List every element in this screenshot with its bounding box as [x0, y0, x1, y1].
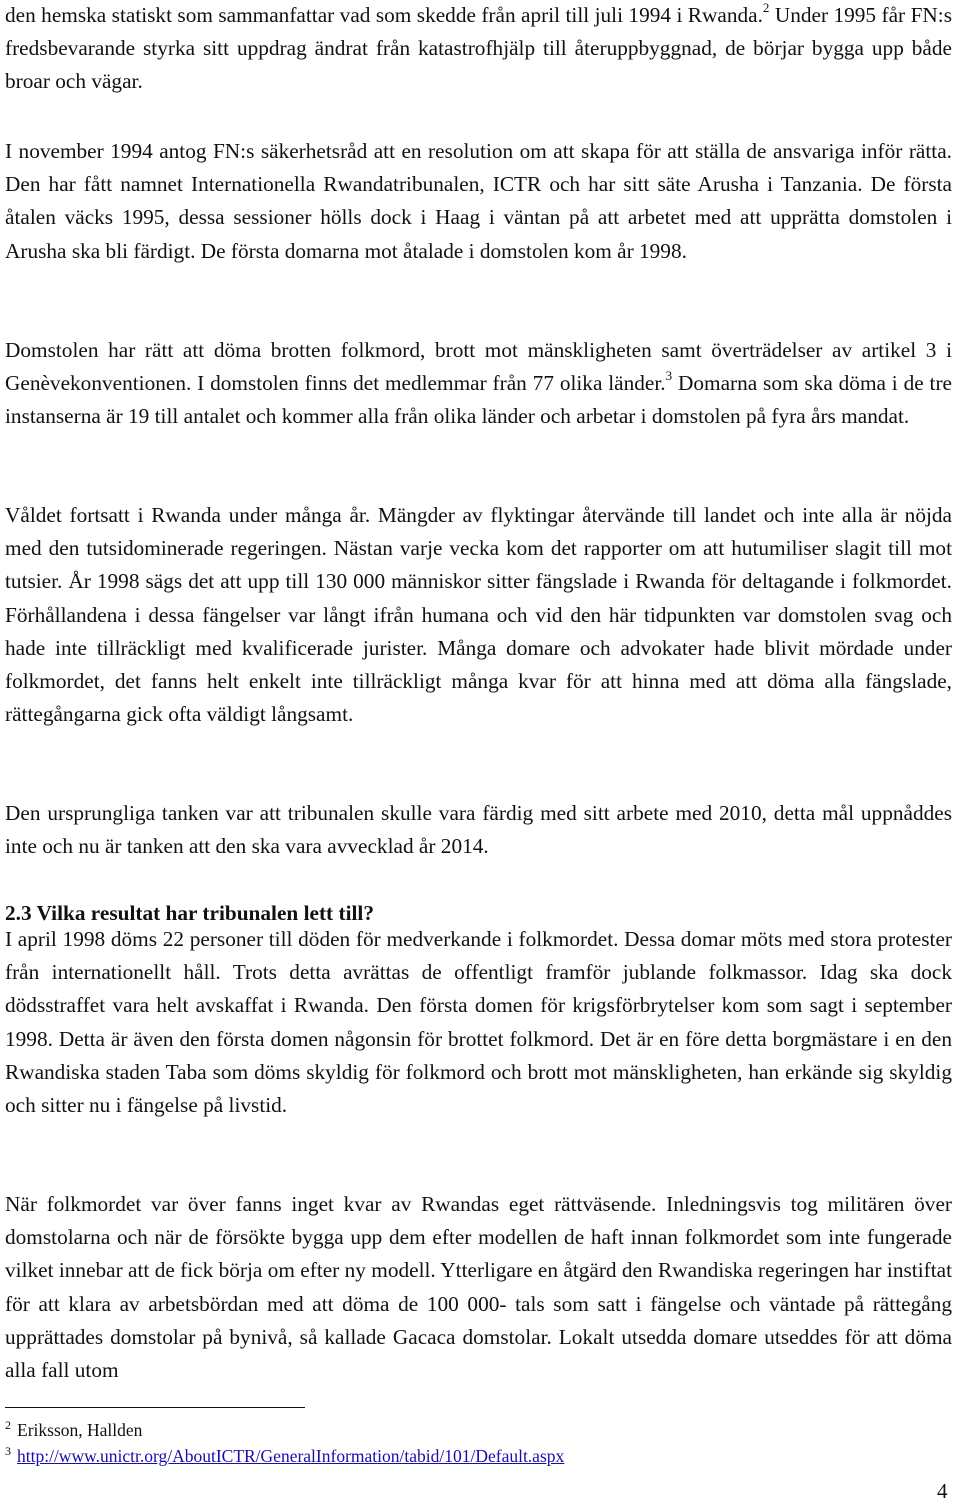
footnote-ref-3[interactable]: 3 [665, 368, 673, 384]
footnote-2-text: Eriksson, Hallden [17, 1420, 143, 1440]
page-number: 4 [937, 1479, 948, 1503]
paragraph-3-text: Domstolen har rätt att döma brotten folkmord, brott mot mänskligheten samt överträdelser av artikel 3 i Genèvekonventionen. I domstolen finns det medlemmar från 77 olika länder. [5, 338, 952, 396]
footnote-3-number: 3 [5, 1444, 11, 1459]
paragraph-1 [5, 0, 952, 99]
paragraph-3 [5, 334, 952, 434]
section-paragraph-1 [5, 923, 952, 1122]
paragraph-1-text: den hemska statiskt som sammanfattar vad som skedde från april till juli 1994 i Rwanda. [5, 3, 763, 27]
footnote-3 [5, 1444, 564, 1468]
section-paragraph-2 [5, 1188, 952, 1387]
paragraph-4-text: Våldet fortsatt i Rwanda under många år. Mängder av flyktingar återvände till landet och inte alla är nöjda med den tutsidominerade regeringen. Nästan varje vecka kom det rapporter om att hutumiliser slagit till mot tutsier. År 1998 sägs det att upp till 130 000 människor sitter fängslade i Rwanda för deltagande i folkmordet. Förhållandena i dessa fängelser var långt ifrån humana och vid den här tidpunkten var domstolen svag och hade inte tillräckligt med kvalificerade jurister. Många domare och advokater hade blivit mördade under folkmordet, det fanns helt enkelt inte tillräckligt många kvar för att hinna med att döma alla fängslade, rättegångarna gick ofta väldigt långsamt. [5, 503, 952, 727]
footnote-2 [5, 1418, 142, 1442]
paragraph-3-text-continued: Domarna som ska döma i de tre instanserna är 19 till antalet och kommer alla från olika länder och arbetar i domstolen på fyra års mandat. [5, 371, 952, 429]
section-paragraph-1-text: I april 1998 döms 22 personer till döden för medverkande i folkmordet. Dessa domar möts med stora protester från internationellt håll. Trots detta avrättas de offentligt framför jublande folkmassor. Idag ska dock dödsstraffet vara helt avskaffat i Rwanda. Den första domen för krigsförbrytelser kom som sagt i september 1998. Detta är även den första domen någonsin för brottet folkmord. Det är en före detta borgmästare i en den Rwandiska staden Taba som döms skyldig för folkmord och brott mot mänskligheten, han erkände sig skyldig och sitter nu i fängelse på livstid. [5, 927, 952, 1118]
footnote-divider [5, 1407, 305, 1408]
section-paragraph-2-text: När folkmordet var över fanns inget kvar av Rwandas eget rättväsende. Inledningsvis tog militären över domstolarna och när de försökte bygga upp dem efter modellen de haft innan folkmordet som inte fungerade vilket innebar att de fick börja om efter ny modell. Ytterligare en åtgärd den Rwandiska regeringen har instiftat för att klara av arbetsbördan med att döma de 100 000- tals som satt i fängelse och väntade på rättegång upprättades domstolar på bynivå, så kallade Gacaca domstolar. Lokalt utsedda domare utseddes för att döma alla fall utom [5, 1192, 952, 1383]
footnote-ref-2[interactable]: 2 [762, 0, 770, 15]
paragraph-2 [5, 135, 952, 268]
paragraph-2-text: I november 1994 antog FN:s säkerhetsråd att en resolution om att skapa för att ställa de ansvariga inför rätta. Den har fått namnet Internationella Rwandatribunalen, ICTR och har sitt säte Arusha i Tanzania. De första åtalen väcks 1995, dessa sessioner hölls dock i Haag i väntan på att arbetet med att upprätta domstolen i Arusha ska bli färdigt. De första domarna mot åtalade i domstolen kom år 1998. [5, 139, 952, 263]
paragraph-5 [5, 797, 952, 863]
section-heading: 2.3 Vilka resultat har tribunalen lett till? [5, 901, 374, 925]
paragraph-4 [5, 499, 952, 731]
paragraph-5-text: Den ursprungliga tanken var att tribunalen skulle vara färdig med sitt arbete med 2010, detta mål uppnåddes inte och nu är tanken att den ska vara avvecklad år 2014. [5, 801, 952, 859]
footnote-3-link[interactable]: http://www.unictr.org/AboutICTR/GeneralInformation/tabid/101/Default.aspx [17, 1446, 565, 1466]
footnote-2-number: 2 [5, 1418, 11, 1433]
paragraph-1-text-continued: Under 1995 får FN:s fredsbevarande styrka sitt uppdrag ändrat från katastrofhjälp till återuppbyggnad, de börjar bygga upp både broar och vägar. [5, 3, 953, 94]
